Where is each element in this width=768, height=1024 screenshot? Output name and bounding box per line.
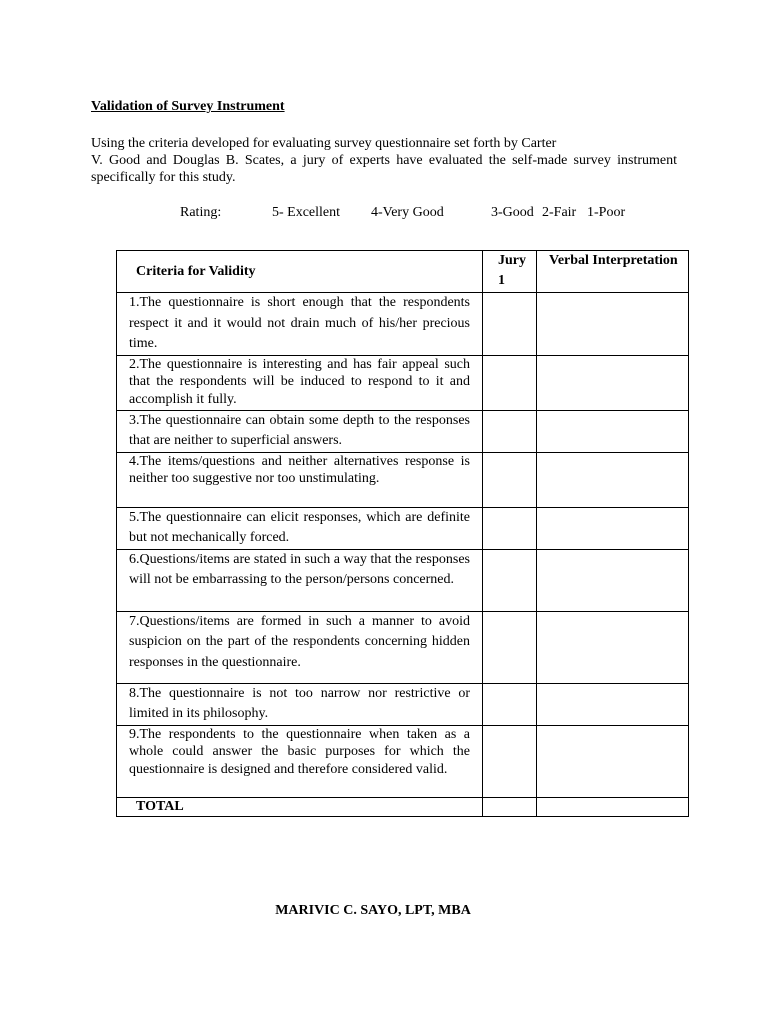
criterion-text: 5.The questionnaire can elicit responses, which are definite but not mechanically forced. (117, 507, 483, 549)
rating-poor: 1-Poor (587, 205, 626, 220)
criterion-text: 6.Questions/items are stated in such a way that the responses will not be embarrassing to the person/persons concerned. (117, 549, 483, 611)
verbal-cell[interactable] (537, 507, 689, 549)
total-verbal-cell[interactable] (537, 797, 689, 816)
criterion-text: 4.The items/questions and neither alternatives response is neither too suggestive nor too unstimulating. (117, 452, 483, 507)
verbal-cell[interactable] (537, 725, 689, 797)
criterion-text: 8.The questionnaire is not too narrow nor restrictive or limited in its philosophy. (117, 683, 483, 725)
table-row (117, 410, 689, 452)
jury-cell[interactable] (483, 355, 537, 410)
verbal-cell[interactable] (537, 683, 689, 725)
jury-cell[interactable] (483, 452, 537, 507)
header-jury: Jury 1 (483, 251, 537, 293)
signatory-name: MARIVIC C. SAYO, LPT, MBA (275, 903, 471, 918)
verbal-cell[interactable] (537, 549, 689, 611)
criterion-text: 7.Questions/items are formed in such a manner to avoid suspicion on the part of the respondents concerning hidden responses in the questionnaire. (117, 611, 483, 683)
criterion-text: 1.The questionnaire is short enough that the respondents respect it and it would not drain much of his/her precious time. (117, 293, 483, 356)
rating-very-good: 4-Very Good (371, 205, 444, 220)
table-row (117, 549, 689, 611)
table-row (117, 293, 689, 356)
jury-cell[interactable] (483, 293, 537, 356)
table-row (117, 611, 689, 683)
jury-cell[interactable] (483, 683, 537, 725)
jury-cell[interactable] (483, 410, 537, 452)
table-row (117, 683, 689, 725)
rating-label: Rating: (180, 205, 222, 220)
page-title: Validation of Survey Instrument (91, 99, 285, 114)
intro-paragraph-rest: V. Good and Douglas B. Scates, a jury of experts have evaluated the self-made survey instrument specifically for this study. (91, 153, 677, 185)
criterion-text: 9.The respondents to the questionnaire when taken as a whole could answer the basic purposes for which the questionnaire is designed and therefore considered valid. (117, 725, 483, 797)
table-row (117, 507, 689, 549)
rating-good: 3-Good (491, 205, 534, 220)
rating-fair: 2-Fair (542, 205, 577, 220)
verbal-cell[interactable] (537, 410, 689, 452)
intro-paragraph-line1: Using the criteria developed for evaluating survey questionnaire set forth by Carter (91, 136, 557, 151)
verbal-cell[interactable] (537, 452, 689, 507)
jury-cell[interactable] (483, 507, 537, 549)
jury-cell[interactable] (483, 611, 537, 683)
header-verbal-interpretation: Verbal Interpretation (537, 251, 689, 293)
table-header-row (117, 251, 689, 293)
verbal-cell[interactable] (537, 611, 689, 683)
header-criteria: Criteria for Validity (117, 251, 483, 293)
jury-cell[interactable] (483, 725, 537, 797)
jury-cell[interactable] (483, 549, 537, 611)
total-jury-cell[interactable] (483, 797, 537, 816)
rating-excellent: 5- Excellent (272, 205, 341, 220)
total-row (117, 797, 689, 816)
table-row (117, 355, 689, 410)
criterion-text: 3.The questionnaire can obtain some depth to the responses that are neither to superficial answers. (117, 410, 483, 452)
criterion-text: 2.The questionnaire is interesting and has fair appeal such that the respondents will be induced to respond to it and accomplish it fully. (117, 355, 483, 410)
rating-scale (0, 205, 768, 223)
verbal-cell[interactable] (537, 355, 689, 410)
verbal-cell[interactable] (537, 293, 689, 356)
total-label: TOTAL (117, 797, 483, 816)
table-row (117, 452, 689, 507)
table-row (117, 725, 689, 797)
criteria-table (116, 250, 689, 817)
